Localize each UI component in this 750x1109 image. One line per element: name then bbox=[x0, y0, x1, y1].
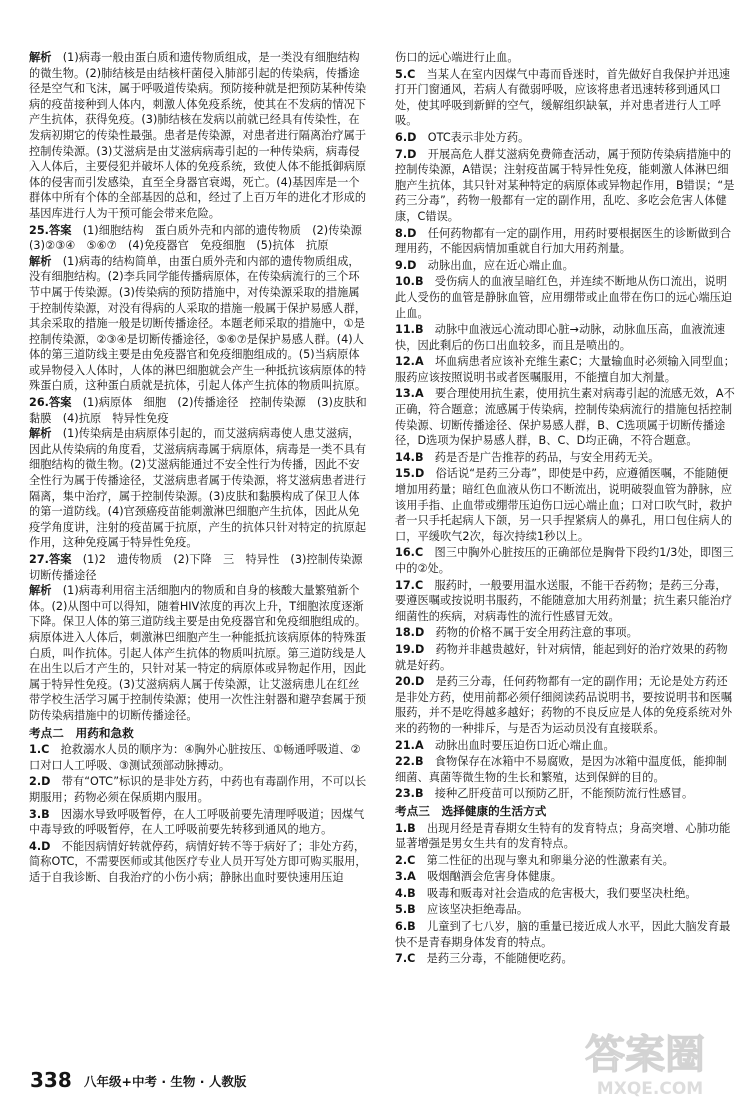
answer-text: 吸烟酗酒会危害身体健康。 bbox=[427, 870, 562, 884]
question-number: 5.C bbox=[395, 67, 416, 81]
question-number: 18.D bbox=[395, 626, 425, 640]
question-number: 12.A bbox=[395, 355, 424, 369]
right-column bbox=[395, 50, 735, 968]
answer-paragraph bbox=[395, 821, 735, 852]
answer-entry bbox=[395, 674, 735, 736]
answer-entry bbox=[395, 226, 735, 257]
question-number: 27.答案 bbox=[29, 553, 72, 566]
answer-text: (1)病毒一般由蛋白质和遗传物质组成，是一类没有细胞结构的微生物。(2)肺结核是由结核杆菌侵入肺部引起的传染病，传播途径是空气和飞沫，属于呼吸道传染病。预防接种就是把预防某种传染病的疫苗接种到人体内，刺激人体免疫系统，使其在不发病的情况下产生抗体，获得免疫。(3)肺结核在发病以前就已经具有传染性，在发病初期它的传染性最强。患者是传染源，对患者进行隔离治疗属于控制传染源。(3)艾滋病是由艾滋病病毒引起的一种传染病，病毒侵入人体后，主要侵犯并破坏人体的免疫系统，致使人体不能抵御病原体的侵害而引发感染，直至全身器官衰竭，死亡。(4)基因库是一个群体中所有个体的全部基因的总和，经过了上百万年的进化才形成的基因库进行人为干预可能会带来危险。 bbox=[29, 51, 367, 220]
question-number: 6.D bbox=[395, 130, 417, 144]
answer-paragraph bbox=[395, 147, 735, 225]
answer-paragraph bbox=[395, 642, 735, 673]
answer-text: 当某人在室内因煤气中毒而昏迷时，首先做好自我保护并迅速打开门窗通风，若病人有微弱呼吸，应该将患者迅速转移到通风口处，使其呼吸到新鲜的空气，缓解组织缺氧，并对患者进行人工呼吸。 bbox=[395, 67, 731, 128]
answer-text: 应该坚决拒绝毒品。 bbox=[426, 903, 529, 917]
answer-entry bbox=[395, 869, 735, 885]
question-number: 7.D bbox=[395, 147, 417, 161]
answer-paragraph bbox=[395, 869, 735, 885]
answer-text: 图三中胸外心脏按压的正确部位是胸骨下段约1/3处，即图三中的②处。 bbox=[395, 546, 734, 575]
answer-entry bbox=[395, 147, 735, 225]
answer-paragraph bbox=[395, 258, 735, 274]
question-number: 14.B bbox=[395, 450, 424, 464]
analysis-label: 解析 bbox=[29, 427, 52, 441]
answer-text: 受伤病人的血液呈暗红色，并连续不断地从伤口流出，说明此人受伤的血管是静脉血管，应用绷带或止血带在伤口的远心端压迫止血。 bbox=[395, 275, 733, 320]
answer-entry bbox=[29, 774, 369, 805]
section-heading: 考点二 用药和急救 bbox=[29, 725, 134, 740]
answer-entry bbox=[395, 821, 735, 852]
question-number: 4.B bbox=[395, 886, 416, 900]
question-number: 22.B bbox=[395, 755, 424, 769]
answer-paragraph bbox=[395, 625, 735, 641]
answer-text: 动脉中血液远心流动即心脏→动脉，动脉血压高，血液流速快，因此剩后的伤口出血较多，而且是喷出的。 bbox=[395, 323, 726, 352]
answer-text: 药物的价格不属于安全用药注意的事项。 bbox=[435, 626, 638, 640]
answer-entry bbox=[395, 902, 735, 918]
answer-entry bbox=[395, 951, 735, 967]
answer-text: (1)传染病是由病原体引起的，而艾滋病病毒使人患艾滋病，因此从传染病的角度看，艾滋病病毒属于病原体，病毒是一类不具有细胞结构的微生物。(2)艾滋病能通过不安全性行为传播，因此不安全性行为属于传播途径，艾滋病患者属于传染源，将艾滋病患者进行隔离，集中治疗，属于控制传染源。(3)皮肤和黏膜构成了保卫人体的第一道防线。(4)官颈癌疫苗能刺激淋巴细胞产生抗体，因此从免疫学角度讲，注射的疫苗属于抗原，产生的抗体只针对特定的抗原起作用，这种免疫属于特异性免疫。 bbox=[29, 427, 367, 550]
answer-paragraph bbox=[395, 853, 735, 869]
question-number: 20.D bbox=[395, 675, 425, 689]
watermark-logo bbox=[550, 1022, 740, 1102]
answer-entry bbox=[395, 322, 735, 353]
answer-entry bbox=[395, 886, 735, 902]
answer-text: 儿童到了七八岁，脑的重量已接近成人水平，因此大脑发育最快不是青春期身体发育的特点。 bbox=[395, 920, 731, 949]
answer-entry bbox=[29, 50, 369, 222]
answer-text: 是药三分毒，不能随便吃药。 bbox=[426, 952, 573, 966]
analysis-label: 解析 bbox=[29, 584, 52, 598]
left-column bbox=[29, 50, 374, 886]
answer-paragraph bbox=[395, 466, 735, 544]
answer-paragraph bbox=[395, 674, 735, 736]
answer-entry bbox=[395, 67, 735, 129]
answer-paragraph bbox=[29, 839, 369, 886]
question-number: 2.D bbox=[29, 775, 51, 789]
page-number: 338 bbox=[30, 1068, 72, 1092]
answer-entry bbox=[395, 919, 735, 950]
answer-paragraph bbox=[29, 742, 369, 773]
question-number: 23.B bbox=[395, 787, 424, 801]
answer-paragraph bbox=[395, 226, 735, 257]
answer-entry bbox=[395, 130, 735, 146]
answer-paragraph bbox=[395, 130, 735, 146]
answer-text: 是药三分毒，任何药物都有一定的副作用；无论是处方药还是非处方药，使用前都必须仔细阅读药品说明书，要按说明书和医嘱服药，并不是吃得越多越好；药物的不良反应是人体的免疫系统对外来的药物的一种排斥，与是否为运动员没有直接联系。 bbox=[395, 675, 733, 735]
answer-entry bbox=[29, 839, 369, 886]
answer-entry bbox=[395, 853, 735, 869]
answer-paragraph bbox=[29, 807, 369, 838]
answer-paragraph bbox=[29, 583, 369, 723]
answer-entry bbox=[395, 786, 735, 802]
answer-text: (1)病毒利用宿主活细胞内的物质和自身的核酸大量繁殖新个体。(2)从图中可以得知，随着HIV浓度的再次上升，T细胞浓度逐渐下降。保卫人体的第三道防线主要是由免疫器官和免疫细胞组成的。病原体进入人体后，刺激淋巴细胞产生一种能抵抗该病原体的特殊蛋白质，叫作抗体。引起人体产生抗体的物质叫抗原。第三道防线是人在出生以后才产生的，只针对某一特定的病原体或异物起作用，因此属于特异性免疫。(3)艾滋病病人属于传染源，让艾滋病患儿在红丝带学校生活学习属于控制传染源；使用一次性注射器和避孕套属于预防传染病措施中的切断传播途径。 bbox=[29, 584, 367, 722]
answer-text: 药是否是广告推荐的药品，与安全用药无关。 bbox=[434, 450, 660, 464]
answer-entry bbox=[29, 742, 369, 773]
question-number: 3.A bbox=[395, 870, 416, 884]
answer-paragraph bbox=[395, 738, 735, 754]
question-number: 4.D bbox=[29, 839, 51, 853]
question-number: 26.答案 bbox=[29, 396, 72, 410]
answer-text: 动脉出血时要压迫伤口近心端止血。 bbox=[434, 738, 615, 752]
answer-paragraph bbox=[395, 545, 735, 576]
answer-text: 吸毒和贩毒对社会造成的危害极大，我们要坚决杜绝。 bbox=[426, 886, 697, 900]
question-number: 7.C bbox=[395, 952, 416, 966]
answer-entry bbox=[29, 552, 374, 724]
answer-text: 第二性征的出现与睾丸和卵巢分泌的性激素有关。 bbox=[426, 853, 674, 867]
watermark-text: 答案圈 bbox=[585, 1032, 705, 1078]
question-number: 2.C bbox=[395, 853, 416, 867]
answer-text: 伤口的远心端进行止血。 bbox=[395, 51, 519, 64]
watermark-subtext: MXQE.COM bbox=[596, 1079, 704, 1099]
question-number: 15.D bbox=[395, 467, 425, 481]
question-number: 3.B bbox=[29, 807, 50, 821]
answer-text: 动脉出血，应在近心端止血。 bbox=[427, 258, 574, 272]
answer-text: 任何药物都有一定的副作用，用药时要根据医生的诊断做到合理用药，不能因病情加重就自行加大用药剂量。 bbox=[395, 226, 732, 256]
question-number: 11.B bbox=[395, 323, 424, 337]
question-number: 9.D bbox=[395, 258, 417, 272]
answer-paragraph bbox=[395, 354, 735, 385]
answer-paragraph bbox=[29, 426, 369, 551]
question-number: 8.D bbox=[395, 226, 417, 240]
answer-entry bbox=[395, 354, 735, 385]
answer-entry bbox=[395, 738, 735, 754]
question-number: 6.B bbox=[395, 920, 416, 934]
answer-text: 因溺水导致呼吸暂停，在人工呼吸前要先清理呼吸道；因煤气中毒导致的呼吸暂停，在人工呼吸前要先转移到通风的地方。 bbox=[29, 807, 365, 837]
answer-entry bbox=[395, 50, 735, 66]
question-number: 19.D bbox=[395, 642, 425, 656]
answer-paragraph bbox=[29, 395, 369, 426]
answer-text: 开展高危人群艾滋病免费筛查活动，属于预防传染病措施中的控制传染源，A错误；注射疫苗属于特异性免疫，能刺激人体淋巴细胞产生抗体，其只针对某种特定的病原体或异物起作用，B错误；“是药三分毒”，药物一般都有一定的副作用，乱吃、多吃会危害人体健康，C错误。 bbox=[395, 147, 735, 223]
answer-paragraph bbox=[395, 786, 735, 802]
answer-paragraph bbox=[29, 50, 369, 222]
analysis-label: 解析 bbox=[29, 51, 52, 64]
answer-paragraph bbox=[395, 754, 735, 785]
answer-text: 要合理使用抗生素，使用抗生素对病毒引起的流感无效，A不正确，符合题意；流感属于传染病，控制传染病流行的措施包括控制传染源、切断传播途径、保护易感人群，B、C选项属于切断传播途径，D选项为保护易感人群，B、C、D均正确，不符合题意。 bbox=[395, 387, 735, 448]
answer-paragraph bbox=[29, 774, 369, 805]
answer-paragraph bbox=[395, 578, 735, 625]
answer-text: 抢救溺水人员的顺序为：④胸外心脏按压、①畅通呼吸道、②口对口人工呼吸、③测试颈部动脉搏动。 bbox=[29, 743, 361, 772]
answer-paragraph bbox=[29, 254, 369, 394]
answer-paragraph bbox=[395, 322, 735, 353]
answer-entry bbox=[395, 642, 735, 673]
answer-text: 不能因病情好转就停药，病情好转不等于病好了；非处方药，简称OTC，不需要医师或其他医疗专业人员开写处方即可购买服用，适于自我诊断、自我治疗的小伤小病；静脉出血时要快速用压迫 bbox=[29, 839, 367, 884]
answer-text: 服药时，一般要用温水送服，不能干吞药物；是药三分毒，要遵医嘱或按说明书服药，不能随意加大用药剂量；抗生素只能治疗细菌性的疾病，对病毒性的流行性感冒无效。 bbox=[395, 578, 733, 623]
answer-text: (1)病毒的结构简单，由蛋白质外壳和内部的遗传物质组成，没有细胞结构。(2)李兵同学能传播病原体，在传染病流行的三个环节中属于传染源。(3)传染病的预防措施中，对传染源采取的措施属于控制传染源，对没有得病的人采取的措施一般属于保护易感人群，其余采取的措施一般是切断传播途径。本题老师采取的措施中，①是控制传染源，②③④是切断传播途径，⑤⑥⑦是保护易感人群。(4)人体的第三道防线主要是由免疫器官和免疫细胞组成的。(5)当病原体或异物侵入人体时，人体的淋巴细胞就会产生一种抵抗该病原体的特殊蛋白质，这种蛋白质就是抗体，引起人体产生抗体的物质叫抗原。 bbox=[29, 254, 367, 393]
answer-entry bbox=[29, 223, 374, 395]
answer-text: OTC表示非处方药。 bbox=[427, 130, 530, 144]
answer-entry bbox=[395, 545, 735, 576]
answer-entry bbox=[395, 386, 735, 448]
section-heading: 考点三 选择健康的生活方式 bbox=[395, 803, 547, 818]
answer-paragraph bbox=[395, 951, 735, 967]
book-title: 八年级+中考 · 生物 · 人教版 bbox=[84, 1074, 247, 1089]
answer-paragraph bbox=[395, 386, 735, 448]
question-number: 10.B bbox=[395, 275, 424, 289]
answer-text: (1)细胞结构 蛋白质外壳和内部的遗传物质 (2)传染源 (3)②③④ ⑤⑥⑦ (4)免疫器官 免疫细胞 (5)抗体 抗原 bbox=[29, 223, 374, 253]
answer-paragraph bbox=[395, 902, 735, 918]
question-number: 17.C bbox=[395, 578, 424, 592]
question-number: 1.B bbox=[395, 821, 416, 835]
answer-text: 接种乙肝疫苗可以预防乙肝，不能预防流行性感冒。 bbox=[434, 787, 694, 801]
answer-paragraph bbox=[29, 552, 374, 583]
answer-text: 俗话说“是药三分毒”，即使是中药，应遵循医嘱，不能随便增加用药量；暗红色血液从伤口不断流出，说明破裂血管为静脉，应该用手指、止血带或绷带压迫伤口远心端止血；口对口吹气时，救护者一只手托起病人下颌，另一只手捏紧病人的鼻孔，用口包住病人的口，平缓吹气2次，每次持续1秒以上。 bbox=[395, 467, 733, 543]
answer-entry bbox=[395, 466, 735, 544]
question-number: 21.A bbox=[395, 738, 424, 752]
answer-text: (1)2 遗传物质 (2)下降 三 特异性 (3)控制传染源 切断传播途径 bbox=[29, 553, 374, 582]
answer-entry bbox=[395, 754, 735, 785]
answer-paragraph bbox=[395, 919, 735, 950]
answer-paragraph bbox=[29, 223, 374, 254]
answer-paragraph bbox=[395, 50, 735, 66]
answer-text: 药物并非越贵越好，针对病情，能起到好的治疗效果的药物就是好药。 bbox=[395, 642, 728, 672]
answer-text: 坏血病患者应该补充维生素C；大量输血时必须输入同型血；服药应该按照说明书或者医嘱服用，不能擅自加大剂量。 bbox=[395, 355, 735, 384]
answer-entry bbox=[395, 258, 735, 274]
answer-paragraph bbox=[395, 274, 735, 321]
question-number: 5.B bbox=[395, 903, 416, 917]
analysis-label: 解析 bbox=[29, 254, 52, 268]
answer-text: 带有“OTC”标识的是非处方药，中药也有毒副作用，不可以长期服用；药物必须在保质期内服用。 bbox=[29, 775, 367, 804]
answer-entry bbox=[29, 395, 369, 551]
question-number: 16.C bbox=[395, 546, 424, 560]
answer-paragraph bbox=[395, 886, 735, 902]
answer-entry bbox=[395, 578, 735, 625]
answer-text: 出现月经是青春期女生特有的发育特点；身高突增、心肺功能显著增强是男女生共有的发育特点。 bbox=[395, 821, 731, 851]
answer-entry bbox=[395, 450, 735, 466]
answer-paragraph bbox=[395, 67, 735, 129]
answer-entry bbox=[395, 274, 735, 321]
answer-entry bbox=[395, 625, 735, 641]
answer-paragraph bbox=[395, 450, 735, 466]
question-number: 1.C bbox=[29, 743, 50, 757]
answer-text: 食物保存在冰箱中不易腐败，是因为冰箱中温度低，能抑制细菌、真菌等微生物的生长和繁殖，达到保鲜的目的。 bbox=[395, 755, 727, 784]
answer-entry bbox=[29, 807, 369, 838]
question-number: 25.答案 bbox=[29, 223, 72, 237]
question-number: 13.A bbox=[395, 387, 424, 401]
answer-text: (1)病原体 细胞 (2)传播途径 控制传染源 (3)皮肤和黏膜 (4)抗原 特异性免疫 bbox=[29, 396, 367, 425]
